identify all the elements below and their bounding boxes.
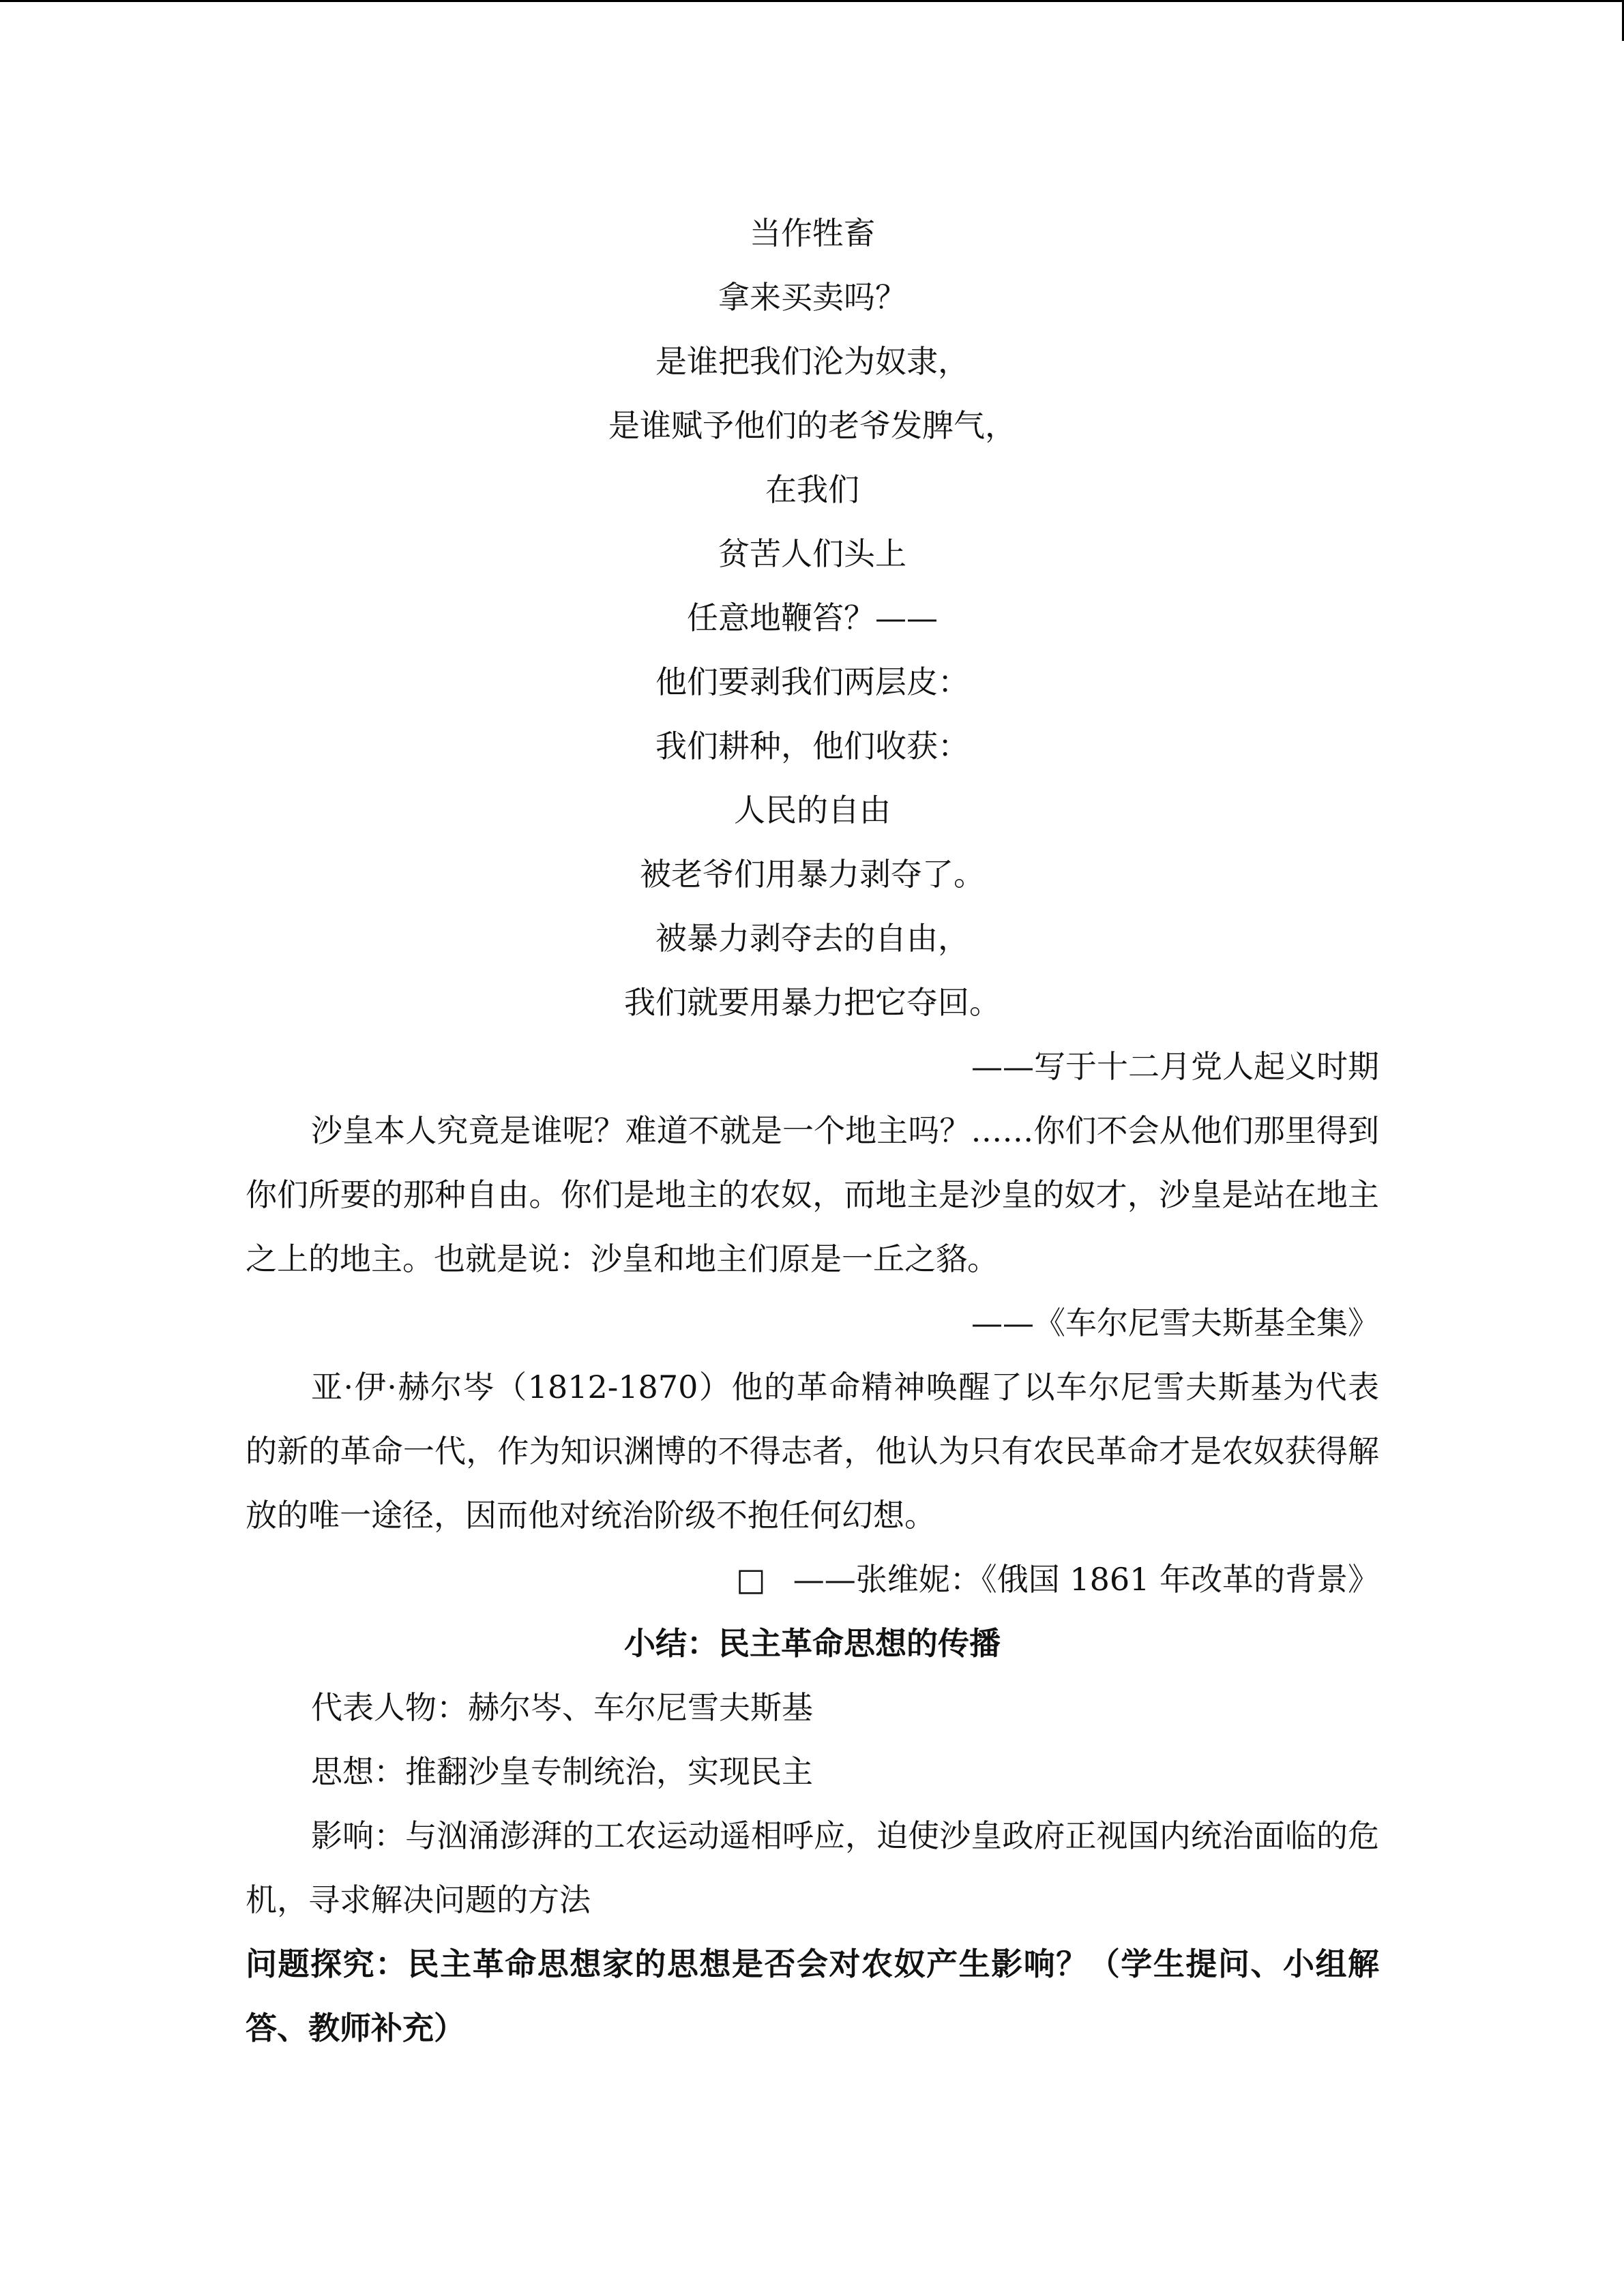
poem-line: 是谁把我们沦为奴隶， xyxy=(655,343,969,380)
summary-thought: 思想：推翻沙皇专制统治，实现民主 xyxy=(311,1753,813,1790)
poem-line: 被老爷们用暴力剥夺了。 xyxy=(640,856,985,893)
quote-chernyshevsky: 沙皇本人究竟是谁呢？难道不就是一个地主吗？……你们不会从他们那里得到你们所要的那种自由。你们是地主的农奴，而地主是沙皇的奴才，沙皇是站在地主之上的地主。也就是说：沙皇和地主们原是一丘之貉。 xyxy=(246,1112,1379,1277)
summary-heading: 小结：民主革命思想的传播 xyxy=(624,1625,1001,1662)
poem-line: 我们耕种，他们收获： xyxy=(655,728,969,764)
summary-influence: 影响：与汹涌澎湃的工农运动遥相呼应，迫使沙皇政府正视国内统治面临的危机，寻求解决问题的方法 xyxy=(246,1817,1379,1918)
poem-line: 人民的自由 xyxy=(734,792,891,829)
poem-line: 他们要剥我们两层皮： xyxy=(655,664,969,700)
poem-line: 当作牲畜 xyxy=(750,215,875,252)
poem-line: 在我们 xyxy=(765,471,859,508)
quote-herzen-source: ——张维妮：《俄国 1861 年改革的背景》 xyxy=(793,1561,1379,1598)
poem-line: 任意地鞭笞？—— xyxy=(687,599,938,636)
page-border-top xyxy=(0,0,1624,2)
quote-chernyshevsky-source: ——《车尔尼雪夫斯基全集》 xyxy=(971,1304,1379,1341)
poem-source: ——写于十二月党人起义时期 xyxy=(971,1048,1379,1085)
poem-line: 被暴力剥夺去的自由， xyxy=(655,920,969,957)
poem-line: 我们就要用暴力把它夺回。 xyxy=(624,984,1001,1021)
poem-line: 贫苦人们头上 xyxy=(718,535,906,572)
poem xyxy=(246,201,1379,1034)
quote-herzen: 亚·伊·赫尔岑（1812-1870）他的革命精神唤醒了以车尔尼雪夫斯基为代表的新的革命一代，作为知识渊博的不得志者，他认为只有农民革命才是农奴获得解放的唯一途径，因而他对统治阶级不抱任何幻想。 xyxy=(246,1369,1379,1534)
quote-herzen-source-line xyxy=(246,1547,1379,1611)
checkbox-glyph-icon: □ xyxy=(736,1561,766,1598)
poem-line: 拿来买卖吗？ xyxy=(718,279,906,316)
inquiry-question: 问题探究：民主革命思想家的思想是否会对农奴产生影响？（学生提问、小组解答、教师补充） xyxy=(246,1945,1379,2046)
document-page xyxy=(246,201,1379,2060)
summary-figures: 代表人物：赫尔岑、车尔尼雪夫斯基 xyxy=(311,1689,813,1726)
poem-line: 是谁赋予他们的老爷发脾气， xyxy=(608,407,1016,444)
